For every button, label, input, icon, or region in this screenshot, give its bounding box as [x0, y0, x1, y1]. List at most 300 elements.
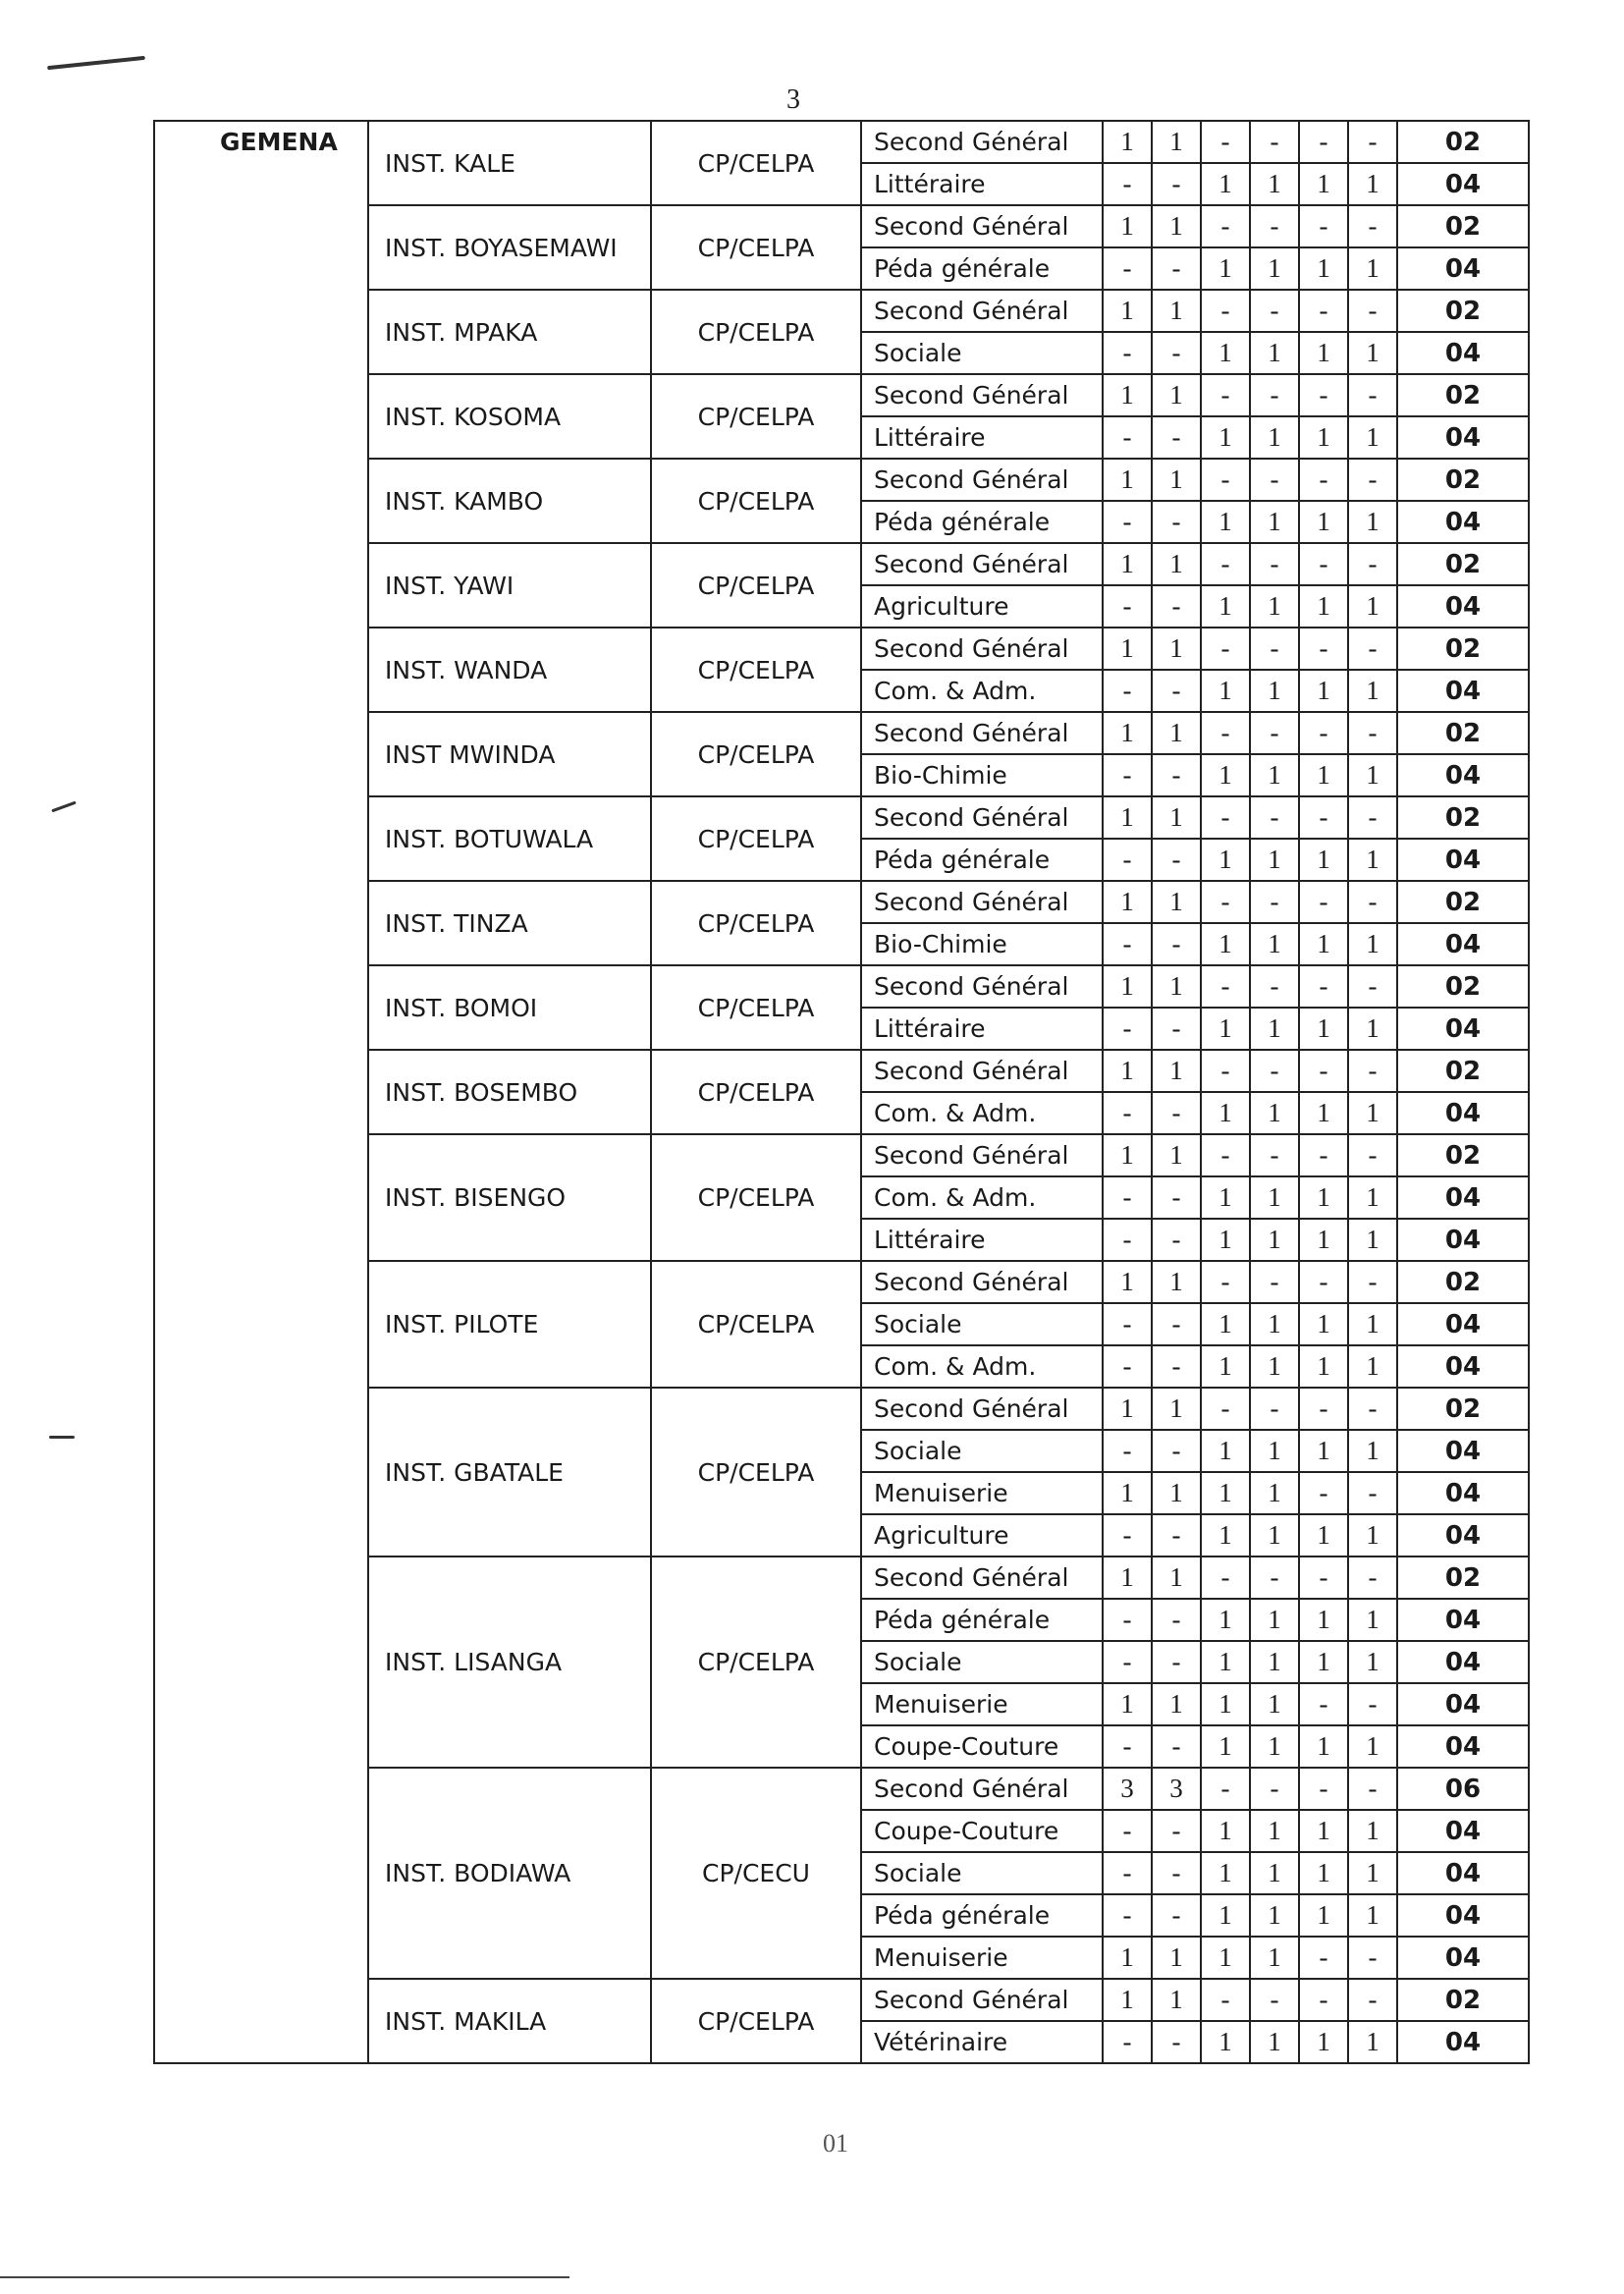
- row-total: 04: [1397, 1176, 1529, 1219]
- class-count-cell: -: [1103, 839, 1152, 881]
- institution-code: CP/CELPA: [651, 796, 861, 881]
- class-count-cell: 1: [1299, 1219, 1348, 1261]
- section-name: Sociale: [861, 1303, 1103, 1345]
- institution-name: INST. BODIAWA: [368, 1768, 651, 1979]
- class-count-cell: -: [1348, 459, 1397, 501]
- class-count-cell: 1: [1250, 585, 1299, 628]
- class-count-cell: -: [1250, 1050, 1299, 1092]
- class-count-cell: 1: [1201, 247, 1250, 290]
- class-count-cell: -: [1152, 1894, 1201, 1937]
- section-name: Littéraire: [861, 1008, 1103, 1050]
- class-count-cell: 1: [1103, 1683, 1152, 1725]
- class-count-cell: -: [1299, 374, 1348, 416]
- class-count-cell: -: [1250, 881, 1299, 923]
- class-count-cell: -: [1152, 585, 1201, 628]
- class-count-cell: -: [1299, 1683, 1348, 1725]
- section-name: Second Général: [861, 290, 1103, 332]
- institution-code: CP/CELPA: [651, 1261, 861, 1388]
- class-count-cell: 1: [1103, 1261, 1152, 1303]
- class-count-cell: -: [1103, 585, 1152, 628]
- class-count-cell: -: [1299, 1557, 1348, 1599]
- class-count-cell: -: [1250, 543, 1299, 585]
- class-count-cell: -: [1152, 1345, 1201, 1388]
- class-count-cell: 1: [1103, 374, 1152, 416]
- class-count-cell: 1: [1348, 1894, 1397, 1937]
- class-count-cell: -: [1152, 332, 1201, 374]
- class-count-cell: 1: [1201, 1683, 1250, 1725]
- row-total: 02: [1397, 1388, 1529, 1430]
- row-total: 04: [1397, 1894, 1529, 1937]
- footer-mark: 01: [823, 2129, 848, 2157]
- class-count-cell: -: [1348, 1050, 1397, 1092]
- section-name: Second Général: [861, 1979, 1103, 2021]
- class-count-cell: 1: [1103, 1134, 1152, 1176]
- section-name: Second Général: [861, 1388, 1103, 1430]
- class-count-cell: -: [1348, 543, 1397, 585]
- class-count-cell: 1: [1201, 1303, 1250, 1345]
- class-count-cell: 1: [1299, 1852, 1348, 1894]
- class-count-cell: -: [1152, 163, 1201, 205]
- institution-name: INST. BISENGO: [368, 1134, 651, 1261]
- row-total: 04: [1397, 923, 1529, 965]
- class-count-cell: -: [1103, 1303, 1152, 1345]
- class-count-cell: 1: [1250, 1514, 1299, 1557]
- section-name: Littéraire: [861, 416, 1103, 459]
- row-total: 02: [1397, 1557, 1529, 1599]
- class-count-cell: -: [1299, 1050, 1348, 1092]
- class-count-cell: 1: [1250, 1176, 1299, 1219]
- class-count-cell: -: [1348, 796, 1397, 839]
- class-count-cell: -: [1348, 628, 1397, 670]
- class-count-cell: 1: [1250, 1852, 1299, 1894]
- row-total: 04: [1397, 1430, 1529, 1472]
- scan-mark: [47, 56, 145, 70]
- class-count-cell: -: [1299, 290, 1348, 332]
- class-count-cell: -: [1250, 205, 1299, 247]
- class-count-cell: 1: [1152, 1472, 1201, 1514]
- section-name: Coupe-Couture: [861, 1725, 1103, 1768]
- class-count-cell: 1: [1103, 712, 1152, 754]
- class-count-cell: 1: [1103, 1979, 1152, 2021]
- class-count-cell: -: [1348, 290, 1397, 332]
- class-count-cell: 1: [1348, 1514, 1397, 1557]
- institution-code: CP/CELPA: [651, 374, 861, 459]
- class-count-cell: -: [1103, 1092, 1152, 1134]
- class-count-cell: -: [1152, 416, 1201, 459]
- row-total: 02: [1397, 1261, 1529, 1303]
- class-count-cell: -: [1348, 1557, 1397, 1599]
- institution-name: INST. BOMOI: [368, 965, 651, 1050]
- row-total: 04: [1397, 1303, 1529, 1345]
- section-name: Second Général: [861, 881, 1103, 923]
- section-name: Second Général: [861, 543, 1103, 585]
- institution-name: INST. KAMBO: [368, 459, 651, 543]
- class-count-cell: 1: [1103, 121, 1152, 163]
- institution-name: INST. KALE: [368, 121, 651, 205]
- class-count-cell: -: [1152, 1008, 1201, 1050]
- class-count-cell: -: [1103, 1430, 1152, 1472]
- class-count-cell: 1: [1152, 205, 1201, 247]
- class-count-cell: 1: [1250, 923, 1299, 965]
- class-count-cell: -: [1103, 1599, 1152, 1641]
- class-count-cell: 1: [1201, 923, 1250, 965]
- enrollment-table: [153, 120, 1530, 2064]
- class-count-cell: 1: [1103, 965, 1152, 1008]
- class-count-cell: 1: [1103, 1050, 1152, 1092]
- class-count-cell: -: [1103, 754, 1152, 796]
- section-name: Second Général: [861, 459, 1103, 501]
- class-count-cell: 1: [1348, 163, 1397, 205]
- row-total: 04: [1397, 1641, 1529, 1683]
- class-count-cell: -: [1201, 374, 1250, 416]
- class-count-cell: -: [1299, 205, 1348, 247]
- section-name: Com. & Adm.: [861, 1176, 1103, 1219]
- class-count-cell: -: [1103, 416, 1152, 459]
- class-count-cell: 1: [1348, 1810, 1397, 1852]
- row-total: 02: [1397, 965, 1529, 1008]
- class-count-cell: 1: [1348, 501, 1397, 543]
- class-count-cell: -: [1348, 1134, 1397, 1176]
- row-total: 02: [1397, 1134, 1529, 1176]
- class-count-cell: 1: [1103, 290, 1152, 332]
- section-name: Péda générale: [861, 839, 1103, 881]
- class-count-cell: 1: [1348, 1345, 1397, 1388]
- row-total: 02: [1397, 881, 1529, 923]
- institution-name: INST. BOSEMBO: [368, 1050, 651, 1134]
- class-count-cell: -: [1201, 1768, 1250, 1810]
- class-count-cell: 1: [1250, 416, 1299, 459]
- class-count-cell: 1: [1201, 1937, 1250, 1979]
- class-count-cell: 1: [1250, 1008, 1299, 1050]
- class-count-cell: -: [1299, 965, 1348, 1008]
- class-count-cell: 1: [1250, 754, 1299, 796]
- section-name: Second Général: [861, 1768, 1103, 1810]
- class-count-cell: 1: [1152, 1388, 1201, 1430]
- row-total: 04: [1397, 585, 1529, 628]
- class-count-cell: 1: [1299, 1176, 1348, 1219]
- row-total: 02: [1397, 543, 1529, 585]
- class-count-cell: -: [1201, 459, 1250, 501]
- class-count-cell: 1: [1201, 1641, 1250, 1683]
- class-count-cell: 1: [1103, 628, 1152, 670]
- row-total: 04: [1397, 416, 1529, 459]
- class-count-cell: -: [1299, 1134, 1348, 1176]
- class-count-cell: 1: [1348, 839, 1397, 881]
- class-count-cell: 1: [1201, 1810, 1250, 1852]
- institution-name: INST. BOTUWALA: [368, 796, 651, 881]
- class-count-cell: 1: [1250, 1641, 1299, 1683]
- class-count-cell: 1: [1152, 1261, 1201, 1303]
- institution-name: INST. MAKILA: [368, 1979, 651, 2063]
- row-total: 02: [1397, 1979, 1529, 2021]
- class-count-cell: -: [1103, 1176, 1152, 1219]
- class-count-cell: -: [1348, 1261, 1397, 1303]
- row-total: 04: [1397, 1345, 1529, 1388]
- class-count-cell: -: [1299, 628, 1348, 670]
- section-name: Littéraire: [861, 1219, 1103, 1261]
- row-total: 04: [1397, 1852, 1529, 1894]
- class-count-cell: -: [1299, 1979, 1348, 2021]
- class-count-cell: 1: [1348, 1430, 1397, 1472]
- class-count-cell: -: [1348, 1937, 1397, 1979]
- class-count-cell: -: [1299, 712, 1348, 754]
- row-total: 04: [1397, 1514, 1529, 1557]
- class-count-cell: -: [1250, 1768, 1299, 1810]
- class-count-cell: -: [1103, 1641, 1152, 1683]
- class-count-cell: 1: [1348, 1176, 1397, 1219]
- class-count-cell: -: [1299, 121, 1348, 163]
- class-count-cell: 1: [1201, 163, 1250, 205]
- class-count-cell: 1: [1201, 1176, 1250, 1219]
- class-count-cell: 1: [1299, 1345, 1348, 1388]
- section-name: Menuiserie: [861, 1683, 1103, 1725]
- class-count-cell: 1: [1201, 1345, 1250, 1388]
- class-count-cell: -: [1201, 1979, 1250, 2021]
- class-count-cell: -: [1348, 1979, 1397, 2021]
- class-count-cell: 3: [1103, 1768, 1152, 1810]
- row-total: 04: [1397, 1683, 1529, 1725]
- class-count-cell: 1: [1299, 923, 1348, 965]
- class-count-cell: 1: [1348, 1599, 1397, 1641]
- class-count-cell: 1: [1348, 332, 1397, 374]
- class-count-cell: 1: [1348, 1303, 1397, 1345]
- row-total: 04: [1397, 163, 1529, 205]
- institution-code: CP/CELPA: [651, 121, 861, 205]
- class-count-cell: -: [1103, 1008, 1152, 1050]
- class-count-cell: -: [1348, 374, 1397, 416]
- class-count-cell: -: [1348, 205, 1397, 247]
- institution-name: INST MWINDA: [368, 712, 651, 796]
- section-name: Sociale: [861, 1430, 1103, 1472]
- class-count-cell: 1: [1201, 1599, 1250, 1641]
- class-count-cell: 1: [1299, 1810, 1348, 1852]
- class-count-cell: -: [1152, 923, 1201, 965]
- section-name: Péda générale: [861, 247, 1103, 290]
- section-name: Second Général: [861, 628, 1103, 670]
- class-count-cell: 1: [1103, 1937, 1152, 1979]
- row-total: 04: [1397, 1092, 1529, 1134]
- class-count-cell: 1: [1299, 585, 1348, 628]
- section-name: Second Général: [861, 796, 1103, 839]
- class-count-cell: 1: [1299, 1303, 1348, 1345]
- class-count-cell: 1: [1201, 501, 1250, 543]
- class-count-cell: 1: [1348, 923, 1397, 965]
- class-count-cell: 1: [1201, 839, 1250, 881]
- class-count-cell: 1: [1201, 1472, 1250, 1514]
- class-count-cell: -: [1250, 1388, 1299, 1430]
- institution-name: INST. KOSOMA: [368, 374, 651, 459]
- section-name: Com. & Adm.: [861, 1345, 1103, 1388]
- institution-name: INST. LISANGA: [368, 1557, 651, 1768]
- class-count-cell: 1: [1250, 1303, 1299, 1345]
- class-count-cell: -: [1103, 1894, 1152, 1937]
- table-row: [154, 121, 1529, 163]
- class-count-cell: -: [1250, 796, 1299, 839]
- class-count-cell: 1: [1250, 1219, 1299, 1261]
- section-name: Second Général: [861, 1050, 1103, 1092]
- class-count-cell: 1: [1348, 1092, 1397, 1134]
- section-name: Second Général: [861, 1261, 1103, 1303]
- class-count-cell: 1: [1152, 1050, 1201, 1092]
- row-total: 04: [1397, 247, 1529, 290]
- class-count-cell: -: [1299, 881, 1348, 923]
- class-count-cell: -: [1201, 205, 1250, 247]
- section-name: Sociale: [861, 332, 1103, 374]
- row-total: 06: [1397, 1768, 1529, 1810]
- institution-code: CP/CELPA: [651, 712, 861, 796]
- institution-name: INST. BOYASEMAWI: [368, 205, 651, 290]
- row-total: 02: [1397, 796, 1529, 839]
- class-count-cell: 1: [1250, 1683, 1299, 1725]
- class-count-cell: -: [1250, 1557, 1299, 1599]
- class-count-cell: 1: [1348, 585, 1397, 628]
- row-total: 04: [1397, 1008, 1529, 1050]
- footer-line: [0, 2276, 569, 2278]
- class-count-cell: -: [1250, 712, 1299, 754]
- class-count-cell: 1: [1348, 754, 1397, 796]
- section-name: Coupe-Couture: [861, 1810, 1103, 1852]
- class-count-cell: -: [1152, 1219, 1201, 1261]
- class-count-cell: 1: [1103, 796, 1152, 839]
- class-count-cell: -: [1299, 1261, 1348, 1303]
- class-count-cell: -: [1201, 1261, 1250, 1303]
- row-total: 04: [1397, 501, 1529, 543]
- class-count-cell: -: [1299, 1472, 1348, 1514]
- institution-code: CP/CELPA: [651, 1388, 861, 1557]
- class-count-cell: 1: [1103, 205, 1152, 247]
- class-count-cell: 1: [1299, 1008, 1348, 1050]
- class-count-cell: 1: [1201, 1514, 1250, 1557]
- row-total: 04: [1397, 1219, 1529, 1261]
- class-count-cell: 1: [1152, 1937, 1201, 1979]
- class-count-cell: -: [1299, 1937, 1348, 1979]
- class-count-cell: -: [1348, 712, 1397, 754]
- class-count-cell: 1: [1201, 754, 1250, 796]
- class-count-cell: 1: [1201, 1430, 1250, 1472]
- class-count-cell: 1: [1299, 1430, 1348, 1472]
- class-count-cell: -: [1152, 1176, 1201, 1219]
- class-count-cell: -: [1250, 459, 1299, 501]
- class-count-cell: -: [1299, 459, 1348, 501]
- class-count-cell: 1: [1250, 670, 1299, 712]
- class-count-cell: 3: [1152, 1768, 1201, 1810]
- class-count-cell: -: [1299, 1388, 1348, 1430]
- class-count-cell: 1: [1299, 1514, 1348, 1557]
- class-count-cell: 1: [1299, 247, 1348, 290]
- section-name: Bio-Chimie: [861, 754, 1103, 796]
- class-count-cell: 1: [1152, 965, 1201, 1008]
- class-count-cell: -: [1152, 754, 1201, 796]
- page-number: 3: [786, 84, 800, 115]
- class-count-cell: 1: [1299, 1092, 1348, 1134]
- class-count-cell: 1: [1201, 1852, 1250, 1894]
- class-count-cell: -: [1103, 247, 1152, 290]
- class-count-cell: 1: [1201, 585, 1250, 628]
- class-count-cell: 1: [1250, 1430, 1299, 1472]
- class-count-cell: -: [1250, 628, 1299, 670]
- class-count-cell: 1: [1250, 163, 1299, 205]
- class-count-cell: 1: [1103, 881, 1152, 923]
- class-count-cell: -: [1348, 965, 1397, 1008]
- section-name: Second Général: [861, 374, 1103, 416]
- class-count-cell: -: [1348, 1768, 1397, 1810]
- class-count-cell: 1: [1201, 332, 1250, 374]
- institution-code: CP/CECU: [651, 1768, 861, 1979]
- class-count-cell: 1: [1299, 501, 1348, 543]
- section-name: Sociale: [861, 1641, 1103, 1683]
- class-count-cell: -: [1250, 1261, 1299, 1303]
- class-count-cell: 1: [1201, 1894, 1250, 1937]
- class-count-cell: -: [1152, 2021, 1201, 2063]
- section-name: Péda générale: [861, 1894, 1103, 1937]
- class-count-cell: -: [1152, 501, 1201, 543]
- class-count-cell: -: [1103, 332, 1152, 374]
- row-total: 02: [1397, 374, 1529, 416]
- class-count-cell: -: [1103, 1345, 1152, 1388]
- class-count-cell: 1: [1299, 416, 1348, 459]
- row-total: 04: [1397, 1599, 1529, 1641]
- class-count-cell: 1: [1152, 374, 1201, 416]
- institution-name: INST. GBATALE: [368, 1388, 651, 1557]
- class-count-cell: -: [1152, 670, 1201, 712]
- class-count-cell: -: [1250, 1134, 1299, 1176]
- row-total: 04: [1397, 1810, 1529, 1852]
- class-count-cell: 1: [1201, 416, 1250, 459]
- class-count-cell: -: [1201, 965, 1250, 1008]
- class-count-cell: -: [1103, 1725, 1152, 1768]
- class-count-cell: 1: [1152, 628, 1201, 670]
- class-count-cell: -: [1152, 839, 1201, 881]
- class-count-cell: 1: [1201, 670, 1250, 712]
- class-count-cell: 1: [1201, 2021, 1250, 2063]
- section-name: Second Général: [861, 121, 1103, 163]
- section-name: Second Général: [861, 1557, 1103, 1599]
- section-name: Second Général: [861, 965, 1103, 1008]
- class-count-cell: -: [1348, 1472, 1397, 1514]
- class-count-cell: -: [1201, 543, 1250, 585]
- class-count-cell: -: [1348, 881, 1397, 923]
- section-name: Second Général: [861, 1134, 1103, 1176]
- class-count-cell: 1: [1152, 881, 1201, 923]
- institution-code: CP/CELPA: [651, 290, 861, 374]
- class-count-cell: 1: [1348, 2021, 1397, 2063]
- institution-code: CP/CELPA: [651, 1979, 861, 2063]
- class-count-cell: 1: [1299, 839, 1348, 881]
- class-count-cell: -: [1103, 923, 1152, 965]
- class-count-cell: -: [1103, 163, 1152, 205]
- class-count-cell: 1: [1152, 459, 1201, 501]
- class-count-cell: 1: [1299, 670, 1348, 712]
- class-count-cell: 1: [1348, 1725, 1397, 1768]
- row-total: 02: [1397, 628, 1529, 670]
- institution-code: CP/CELPA: [651, 1557, 861, 1768]
- class-count-cell: 1: [1348, 1852, 1397, 1894]
- class-count-cell: -: [1152, 1514, 1201, 1557]
- class-count-cell: -: [1250, 374, 1299, 416]
- row-total: 04: [1397, 2021, 1529, 2063]
- institution-name: INST. WANDA: [368, 628, 651, 712]
- row-total: 04: [1397, 839, 1529, 881]
- class-count-cell: 1: [1250, 1345, 1299, 1388]
- class-count-cell: 1: [1152, 1134, 1201, 1176]
- section-name: Péda générale: [861, 1599, 1103, 1641]
- class-count-cell: 1: [1250, 1810, 1299, 1852]
- class-count-cell: -: [1152, 1641, 1201, 1683]
- class-count-cell: -: [1250, 121, 1299, 163]
- class-count-cell: -: [1299, 543, 1348, 585]
- class-count-cell: -: [1152, 1725, 1201, 1768]
- row-total: 04: [1397, 670, 1529, 712]
